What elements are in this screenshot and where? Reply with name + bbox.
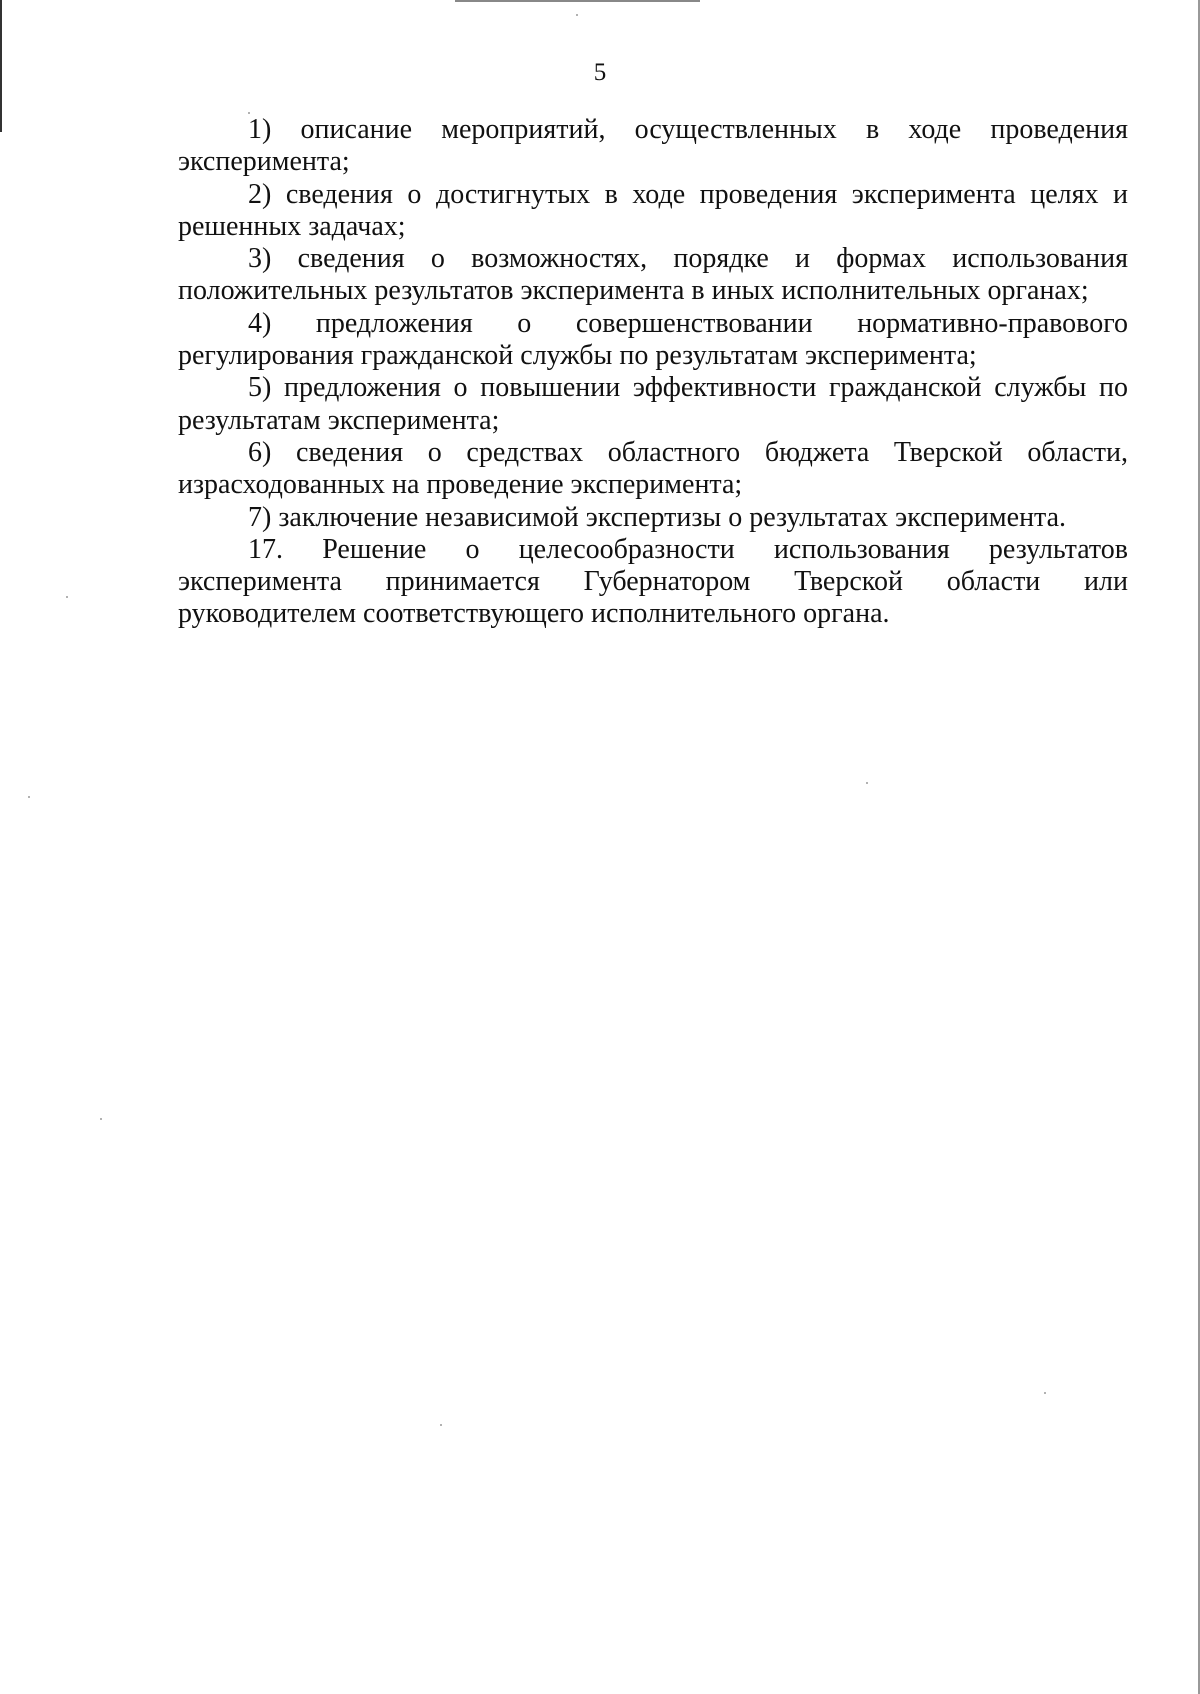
list-item-7: 7) заключение независимой экспертизы о результатах эксперимента. [248, 501, 1067, 533]
scan-speck [1044, 1392, 1046, 1394]
scan-edge-top [455, 0, 700, 2]
document-body [178, 114, 1128, 631]
list-item-2: 2) сведения о достигнутых в ходе проведения эксперимента целях и решенных задачах; [178, 178, 1128, 242]
scan-speck [440, 1424, 442, 1426]
page-number: 5 [593, 59, 607, 86]
list-item-6: 6) сведения о средствах областного бюджета Тверской области, израсходованных на проведение эксперимента; [178, 436, 1128, 501]
scan-speck [576, 14, 578, 16]
list-item-4: 4) предложения о совершенствовании нормативно-правового регулирования гражданской службы по результатам эксперимента; [178, 307, 1128, 372]
list-item-1: 1) описание мероприятий, осуществленных в ходе проведения эксперимента; [178, 114, 1128, 178]
list-item-5: 5) предложения о повышении эффективности гражданской службы по результатам эксперимента; [178, 372, 1128, 436]
scan-speck [100, 1118, 102, 1120]
list-item-3: 3) сведения о возможностях, порядке и формах использования положительных результатов эксперимента в иных исполнительных органах; [178, 243, 1128, 307]
clause-17: 17. Решение о целесообразности использования результатов эксперимента принимается Губернатором Тверской области или руководителем соответствующего исполнительного органа. [178, 533, 1128, 630]
scan-speck [866, 782, 868, 784]
scan-speck [66, 596, 68, 598]
scan-speck [28, 796, 30, 798]
